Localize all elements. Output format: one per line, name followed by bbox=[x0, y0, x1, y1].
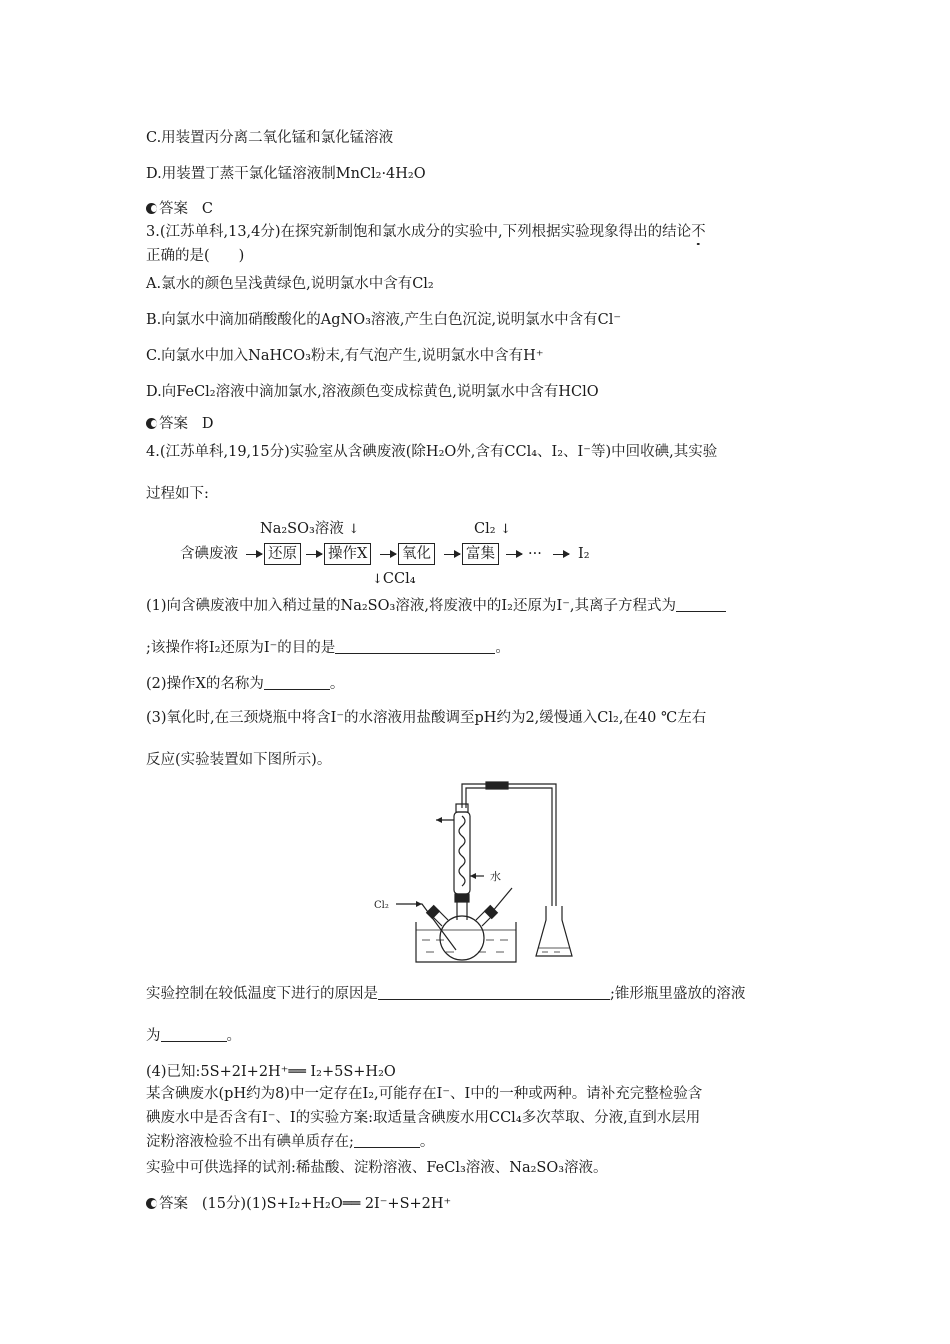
q2-option-c: C.用装置丙分离二氧化锰和氯化锰溶液 bbox=[146, 130, 394, 146]
answer-marker-icon bbox=[146, 203, 157, 214]
water-label: 水 bbox=[490, 870, 501, 883]
flow-start: 含碘废液 bbox=[180, 546, 238, 562]
arrow-icon bbox=[436, 817, 442, 823]
answer-blank[interactable] bbox=[264, 675, 330, 690]
flow-arrow bbox=[306, 554, 322, 555]
q4-stem: 4.(江苏单科,19,15分)实验室从含碘废液(除H₂O外,含有CCl₄、I₂、I⁻等)中回收碘,其实验 bbox=[146, 444, 718, 460]
flow-end: I₂ bbox=[578, 546, 590, 562]
q4-part4-e: 实验中可供选择的试剂:稀盐酸、淀粉溶液、FeCl₃溶液、Na₂SO₃溶液。 bbox=[146, 1160, 608, 1176]
condenser bbox=[454, 812, 470, 894]
flow-arrow bbox=[380, 554, 396, 555]
reagent-text: Cl₂ bbox=[474, 521, 496, 537]
answer-marker-icon bbox=[146, 418, 157, 429]
q3-stem-cont: 正确的是( ) bbox=[146, 248, 245, 264]
water-bath bbox=[416, 922, 516, 962]
apparatus-diagram bbox=[366, 780, 586, 970]
gas-inlet-tube bbox=[396, 904, 456, 950]
flow-arrow bbox=[444, 554, 460, 555]
q4-part3-cont: 反应(实验装置如下图所示)。 bbox=[146, 752, 332, 768]
answer-blank[interactable] bbox=[161, 1027, 227, 1042]
gas-outlet-tube bbox=[462, 784, 556, 906]
answer-value: (15分)(1)S+I₂+H₂O══ 2I⁻+S+2H⁺ bbox=[201, 1196, 452, 1212]
tube-joint bbox=[486, 782, 508, 789]
q4-part3: (3)氧化时,在三颈烧瓶中将含I⁻的水溶液用盐酸调至pH约为2,缓慢通入Cl₂,在40 ℃左右 bbox=[146, 710, 707, 726]
q4-part4-d bbox=[146, 1132, 434, 1152]
q4-part4-d-text: 淀粉溶液检验不出有碘单质存在; bbox=[146, 1134, 354, 1150]
answer-blank[interactable] bbox=[354, 1133, 420, 1148]
q3-option-a: A.氯水的颜色呈浅黄绿色,说明氯水中含有Cl₂ bbox=[146, 276, 434, 292]
q4-part1-text: (1)向含碘废液中加入稍过量的Na₂SO₃溶液,将废液中的I₂还原为I⁻,其离子方程式为 bbox=[146, 598, 676, 614]
flow-ellipsis: ··· bbox=[528, 546, 542, 562]
q4-part4-c: 碘废水中是否含有I⁻、I的实验方案:取适量含碘废水用CCl₄多次萃取、分液,直到水层用 bbox=[146, 1110, 701, 1126]
q2-option-d: D.用装置丁蒸干氯化锰溶液制MnCl₂·4H₂O bbox=[146, 166, 426, 182]
answer-marker-icon bbox=[146, 1198, 157, 1209]
q4-stem-cont: 过程如下: bbox=[146, 486, 209, 502]
conical-flask bbox=[536, 906, 572, 956]
answer-label: 答案 bbox=[159, 416, 188, 432]
q3-stem bbox=[146, 222, 706, 242]
q4-part1 bbox=[146, 596, 726, 616]
q4-part2 bbox=[146, 674, 344, 694]
q4-answer bbox=[146, 1194, 451, 1214]
flow-step-enrich: 富集 bbox=[462, 543, 499, 565]
q3-option-b: B.向氯水中滴加硝酸酸化的AgNO₃溶液,产生白色沉淀,说明氯水中含有Cl⁻ bbox=[146, 312, 622, 328]
flow-step-oxidize: 氧化 bbox=[398, 543, 435, 565]
period: 。 bbox=[495, 640, 510, 656]
reagent-text: Na₂SO₃溶液 bbox=[260, 521, 344, 537]
period: 。 bbox=[226, 1028, 241, 1044]
flow-reagent-na2so3 bbox=[260, 520, 359, 539]
answer-blank[interactable] bbox=[676, 597, 726, 612]
answer-label: 答案 bbox=[159, 201, 188, 217]
emphasis-dot-char: 不 bbox=[691, 224, 706, 240]
flow-step-operation-x: 操作X bbox=[324, 543, 371, 565]
arrow-icon bbox=[416, 901, 422, 907]
answer-value: D bbox=[201, 416, 214, 432]
answer-blank[interactable] bbox=[378, 985, 610, 1000]
q3-option-d: D.向FeCl₂溶液中滴加氯水,溶液颜色变成棕黄色,说明氯水中含有HClO bbox=[146, 384, 599, 400]
answer-value: C bbox=[201, 201, 213, 217]
q4-part4: (4)已知:5S+2I+2H⁺══ I₂+5S+H₂O bbox=[146, 1064, 396, 1080]
q4-part2-text: (2)操作X的名称为 bbox=[146, 676, 264, 692]
period: 。 bbox=[419, 1134, 435, 1150]
condenser-coil bbox=[459, 816, 465, 886]
q4-part4-b: 某含碘废水(pH约为8)中一定存在I₂,可能存在I⁻、I中的一种或两种。请补充完整检验含 bbox=[146, 1086, 703, 1102]
q4-part1-cont-text: ;该操作将I₂还原为I⁻的目的是 bbox=[146, 640, 336, 656]
flow-step-reduce: 还原 bbox=[264, 543, 301, 565]
flow-reagent-cl2 bbox=[474, 520, 511, 539]
flow-arrow bbox=[553, 554, 569, 555]
flow-arrow bbox=[506, 554, 522, 555]
cl2-label: Cl₂ bbox=[374, 900, 389, 911]
answer-label: 答案 bbox=[159, 1196, 188, 1212]
period: 。 bbox=[329, 676, 345, 692]
q3-stem-text: 3.(江苏单科,13,4分)在探究新制饱和氯水成分的实验中,下列根据实验现象得出的结论 bbox=[146, 224, 692, 240]
down-arrow-icon: ↓ bbox=[500, 522, 512, 537]
flow-output-ccl4 bbox=[372, 570, 416, 589]
q4-part3-e: 为 bbox=[146, 1028, 161, 1044]
flow-arrow bbox=[246, 554, 262, 555]
q4-part3-question-text: 实验控制在较低温度下进行的原因是 bbox=[146, 986, 378, 1002]
q3-answer bbox=[146, 414, 213, 434]
thermometer bbox=[492, 888, 512, 912]
q4-part3-question-text2: ;锥形瓶里盛放的溶液 bbox=[610, 986, 746, 1002]
neck-stopper bbox=[455, 894, 469, 902]
q4-part3-question-cont bbox=[146, 1026, 241, 1046]
arrow-icon bbox=[470, 873, 476, 879]
answer-blank[interactable] bbox=[335, 639, 495, 654]
q2-answer bbox=[146, 199, 213, 219]
output-text: CCl₄ bbox=[382, 571, 416, 587]
down-arrow-icon: ↓ bbox=[372, 572, 383, 587]
q4-part3-question bbox=[146, 984, 745, 1004]
down-arrow-icon: ↓ bbox=[348, 522, 360, 537]
q4-part1-cont bbox=[146, 638, 510, 658]
q3-option-c: C.向氯水中加入NaHCO₃粉末,有气泡产生,说明氯水中含有H⁺ bbox=[146, 348, 544, 364]
